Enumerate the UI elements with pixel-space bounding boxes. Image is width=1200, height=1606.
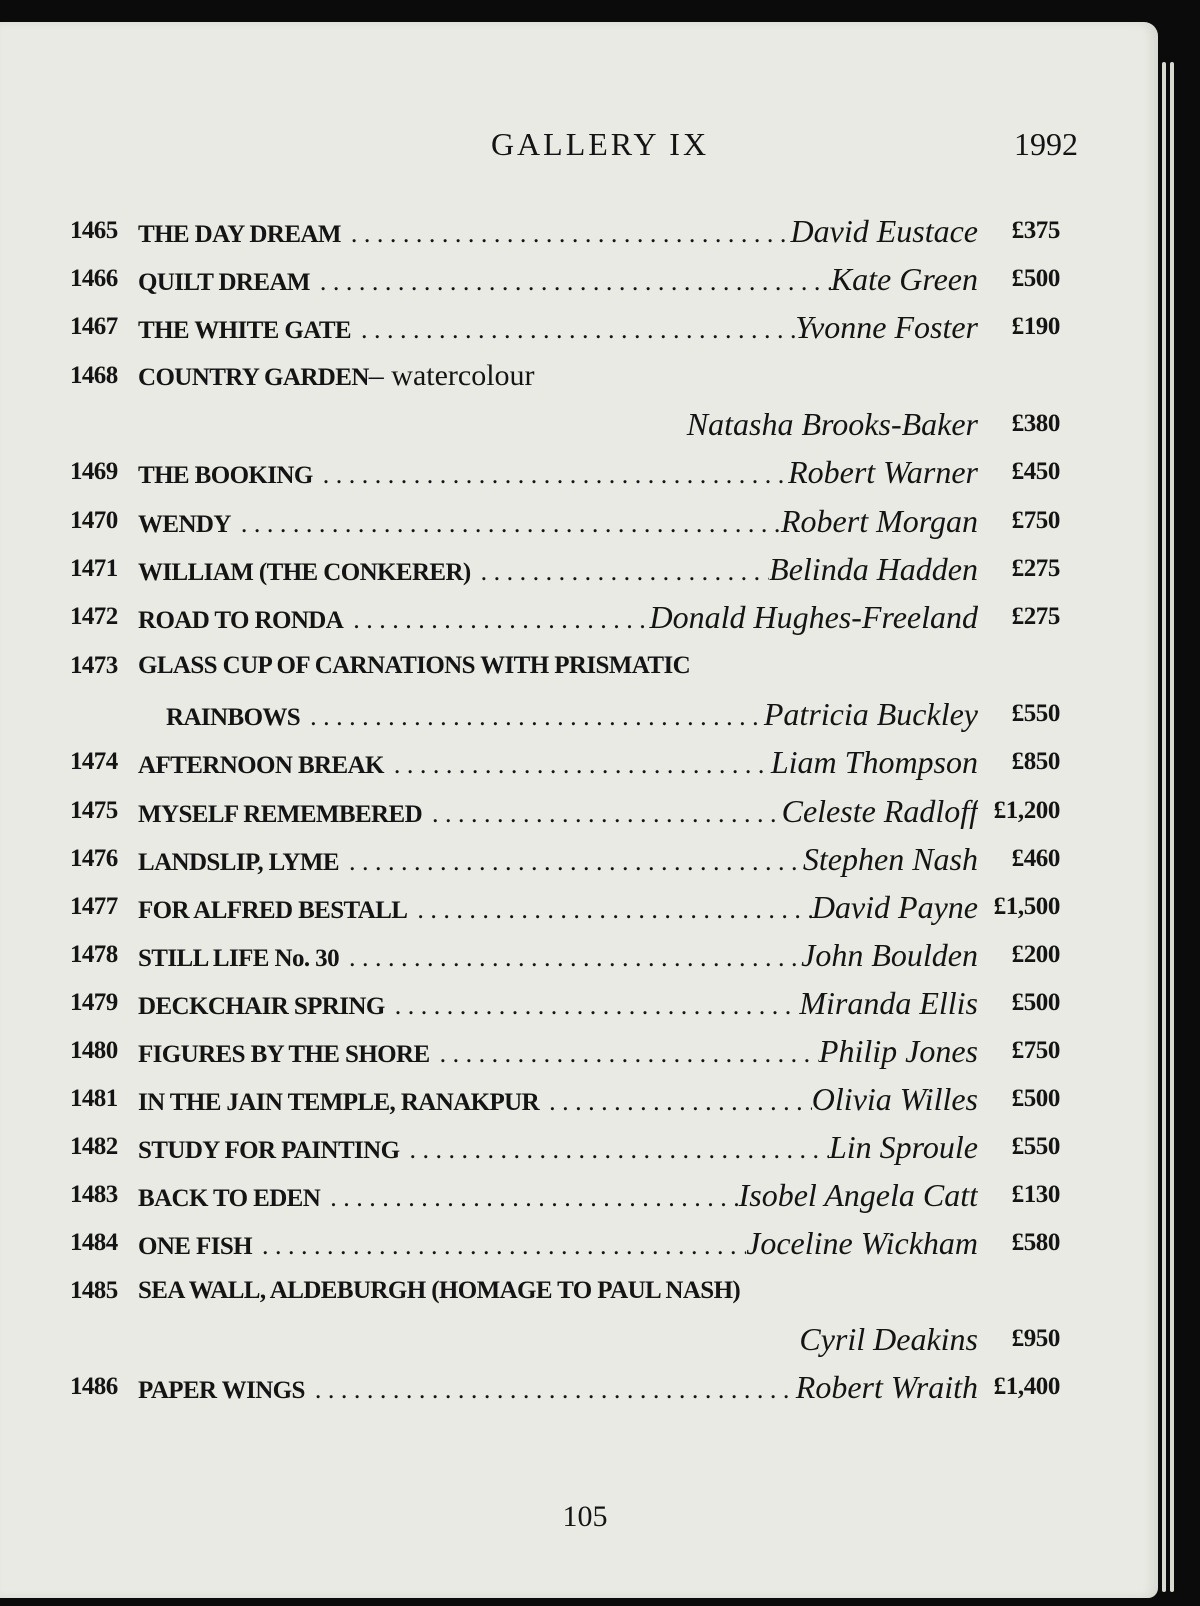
catalogue-entry xyxy=(70,306,1080,348)
leader-dots xyxy=(351,309,795,351)
catalogue-entry xyxy=(70,1030,1080,1072)
entry-line xyxy=(138,934,978,980)
entry-price: £190 xyxy=(1011,313,1060,340)
entry-artist: Belinda Hadden xyxy=(769,551,978,587)
entry-number: 1473 xyxy=(70,652,118,679)
entry-title: IN THE JAIN TEMPLE, RANAKPUR xyxy=(138,1089,540,1116)
entry-line xyxy=(138,982,978,1028)
entry-number: 1482 xyxy=(70,1133,118,1160)
entry-artist: Patricia Buckley xyxy=(763,696,978,732)
entry-artist: Liam Thompson xyxy=(770,744,978,780)
catalogue-entry xyxy=(70,645,1080,687)
entry-title: THE BOOKING xyxy=(138,462,313,489)
entry-title: DECKCHAIR SPRING xyxy=(138,993,385,1020)
entry-price: £500 xyxy=(1011,1085,1060,1112)
leader-dots xyxy=(339,937,801,979)
entry-number: 1485 xyxy=(70,1277,118,1304)
leader-dots xyxy=(341,213,791,255)
catalogue-entry xyxy=(70,790,1080,832)
entry-title: ONE FISH xyxy=(138,1233,252,1260)
catalogue-entry-continued xyxy=(70,693,1080,735)
entry-artist: Cyril Deakins xyxy=(799,1321,978,1357)
leader-dots xyxy=(422,793,782,835)
leader-dots xyxy=(305,1369,796,1411)
entry-title: FIGURES BY THE SHORE xyxy=(138,1041,430,1068)
entry-number: 1472 xyxy=(70,603,118,630)
entry-line xyxy=(138,1174,978,1220)
entry-line xyxy=(138,596,978,642)
entry-number: 1481 xyxy=(70,1085,118,1112)
entry-title: QUILT DREAM xyxy=(138,269,310,296)
entry-line xyxy=(138,645,978,687)
entry-number: 1465 xyxy=(70,217,118,244)
entry-artist: David Payne xyxy=(811,889,978,925)
catalogue-entry xyxy=(70,1270,1080,1312)
leader-dots xyxy=(399,1129,829,1171)
entry-number: 1467 xyxy=(70,313,118,340)
entry-artist: Robert Morgan xyxy=(780,503,978,539)
catalogue-entry xyxy=(70,934,1080,976)
catalogue-entry xyxy=(70,1126,1080,1168)
catalogue-entry xyxy=(70,1174,1080,1216)
gallery-title: GALLERY IX xyxy=(490,126,710,162)
entry-number: 1483 xyxy=(70,1181,118,1208)
entry-line xyxy=(138,741,978,787)
leader-dots xyxy=(231,503,781,545)
leader-dots xyxy=(539,1081,812,1123)
entry-artist: Stephen Nash xyxy=(802,841,978,877)
entry-artist: John Boulden xyxy=(801,937,978,973)
entry-artist: Robert Wraith xyxy=(795,1369,978,1405)
entry-title: WENDY xyxy=(138,511,231,538)
entry-line xyxy=(138,1126,978,1172)
entry-line xyxy=(138,355,978,399)
entry-title: FOR ALFRED BESTALL xyxy=(138,897,408,924)
leader-dots xyxy=(300,696,764,738)
entry-artist: Natasha Brooks-Baker xyxy=(686,406,978,442)
entry-line xyxy=(138,886,978,932)
catalogue-entry-continued xyxy=(70,1318,1080,1360)
entry-price: £500 xyxy=(1011,265,1060,292)
entry-number: 1476 xyxy=(70,845,118,872)
entry-title: STILL LIFE No. 30 xyxy=(138,945,339,972)
entry-line xyxy=(138,403,978,445)
catalogue-entry xyxy=(70,355,1080,397)
entry-artist: Yvonne Foster xyxy=(795,309,978,345)
entry-line xyxy=(138,1030,978,1076)
entry-price: £580 xyxy=(1011,1229,1060,1256)
entry-line xyxy=(138,258,978,304)
leader-dots xyxy=(407,889,811,931)
entry-title: WILLIAM (THE CONKERER) xyxy=(138,559,471,586)
entry-artist: Donald Hughes-Freeland xyxy=(649,599,978,635)
entry-price: £380 xyxy=(1011,410,1060,437)
entry-price: £130 xyxy=(1011,1181,1060,1208)
entry-number: 1469 xyxy=(70,458,118,485)
entry-artist: Philip Jones xyxy=(818,1033,978,1069)
entry-price: £550 xyxy=(1011,700,1060,727)
entry-title: AFTERNOON BREAK xyxy=(138,752,384,779)
catalogue-entry xyxy=(70,258,1080,300)
catalogue-entry xyxy=(70,451,1080,493)
entry-title: PAPER WINGS xyxy=(138,1377,305,1404)
entry-title: SEA WALL, ALDEBURGH (HOMAGE TO PAUL NASH) xyxy=(138,1277,741,1304)
entry-price: £1,200 xyxy=(993,797,1060,824)
leader-dots xyxy=(384,744,771,786)
entry-title: COUNTRY GARDEN xyxy=(138,364,369,391)
leader-dots xyxy=(313,454,788,496)
entry-title: MYSELF REMEMBERED xyxy=(138,801,423,828)
entry-number: 1484 xyxy=(70,1229,118,1256)
entry-line xyxy=(138,1366,978,1412)
entry-artist: Kate Green xyxy=(830,261,978,297)
entry-number: 1475 xyxy=(70,797,118,824)
entry-price: £550 xyxy=(1011,1133,1060,1160)
page-edge xyxy=(1170,62,1174,1592)
catalogue-entry xyxy=(70,741,1080,783)
entry-title: BACK TO EDEN xyxy=(138,1185,321,1212)
catalogue-entry xyxy=(70,210,1080,252)
catalogue-entry xyxy=(70,982,1080,1024)
entry-price: £1,500 xyxy=(993,893,1060,920)
catalogue-entry xyxy=(70,500,1080,542)
catalogue-entry xyxy=(70,1078,1080,1120)
catalogue-entry xyxy=(70,886,1080,928)
entry-price: £460 xyxy=(1011,845,1060,872)
entry-price: £1,400 xyxy=(993,1373,1060,1400)
entry-price: £200 xyxy=(1011,941,1060,968)
entry-artist: Lin Sproule xyxy=(828,1129,978,1165)
page-header xyxy=(0,108,1158,162)
entry-line xyxy=(138,693,978,739)
entry-line xyxy=(138,210,978,256)
leader-dots xyxy=(385,985,800,1027)
entry-price: £750 xyxy=(1011,1037,1060,1064)
leader-dots xyxy=(471,551,769,593)
catalogue-entry xyxy=(70,838,1080,880)
leader-dots xyxy=(339,841,803,883)
entry-title: GLASS CUP OF CARNATIONS WITH PRISMATIC xyxy=(138,652,691,679)
entry-price: £500 xyxy=(1011,989,1060,1016)
entry-price: £275 xyxy=(1011,603,1060,630)
catalogue-entry xyxy=(70,596,1080,638)
entry-price: £850 xyxy=(1011,748,1060,775)
entry-number: 1477 xyxy=(70,893,118,920)
entry-line xyxy=(138,500,978,546)
entry-title: THE DAY DREAM xyxy=(138,221,341,248)
entry-medium: – watercolour xyxy=(368,359,535,392)
leader-dots xyxy=(252,1225,746,1267)
entry-price: £275 xyxy=(1011,555,1060,582)
year: 1992 xyxy=(1014,126,1078,162)
entry-artist: Joceline Wickham xyxy=(746,1225,978,1261)
entry-number: 1468 xyxy=(70,362,118,389)
entry-title: STUDY FOR PAINTING xyxy=(138,1137,400,1164)
entry-artist: Robert Warner xyxy=(788,454,978,490)
entry-artist: Celeste Radloff xyxy=(781,793,978,829)
entry-number: 1478 xyxy=(70,941,118,968)
entry-price: £450 xyxy=(1011,458,1060,485)
leader-dots xyxy=(343,599,649,641)
entry-number: 1474 xyxy=(70,748,118,775)
entry-price: £375 xyxy=(1011,217,1060,244)
entry-line xyxy=(138,1222,978,1268)
entry-line xyxy=(138,1270,978,1312)
catalogue-entry xyxy=(70,1366,1080,1408)
entry-number: 1486 xyxy=(70,1373,118,1400)
entry-line xyxy=(138,838,978,884)
entry-line xyxy=(138,306,978,352)
entry-title: ROAD TO RONDA xyxy=(138,607,344,634)
entry-title: THE WHITE GATE xyxy=(138,317,351,344)
entry-number: 1470 xyxy=(70,507,118,534)
leader-dots xyxy=(310,261,831,303)
entry-title-continued: RAINBOWS xyxy=(166,704,301,731)
leader-dots xyxy=(320,1177,738,1219)
entry-price: £750 xyxy=(1011,507,1060,534)
entry-title: LANDSLIP, LYME xyxy=(138,849,339,876)
leader-dots xyxy=(430,1033,819,1075)
catalogue-entry xyxy=(70,548,1080,590)
entry-artist: Isobel Angela Catt xyxy=(738,1177,978,1213)
entry-line xyxy=(138,548,978,594)
entry-number: 1471 xyxy=(70,555,118,582)
catalogue-entry xyxy=(70,1222,1080,1264)
entry-number: 1480 xyxy=(70,1037,118,1064)
entry-number: 1466 xyxy=(70,265,118,292)
page-edge xyxy=(1162,62,1166,1592)
catalogue-entry-continued xyxy=(70,403,1080,445)
entry-line xyxy=(138,790,978,836)
entry-line xyxy=(138,451,978,497)
entry-line xyxy=(138,1078,978,1124)
entry-artist: David Eustace xyxy=(790,213,978,249)
entry-artist: Miranda Ellis xyxy=(799,985,978,1021)
entry-number: 1479 xyxy=(70,989,118,1016)
page-number: 105 xyxy=(562,1500,608,1533)
entry-line xyxy=(138,1318,978,1360)
entry-artist: Olivia Willes xyxy=(811,1081,978,1117)
entry-price: £950 xyxy=(1011,1325,1060,1352)
